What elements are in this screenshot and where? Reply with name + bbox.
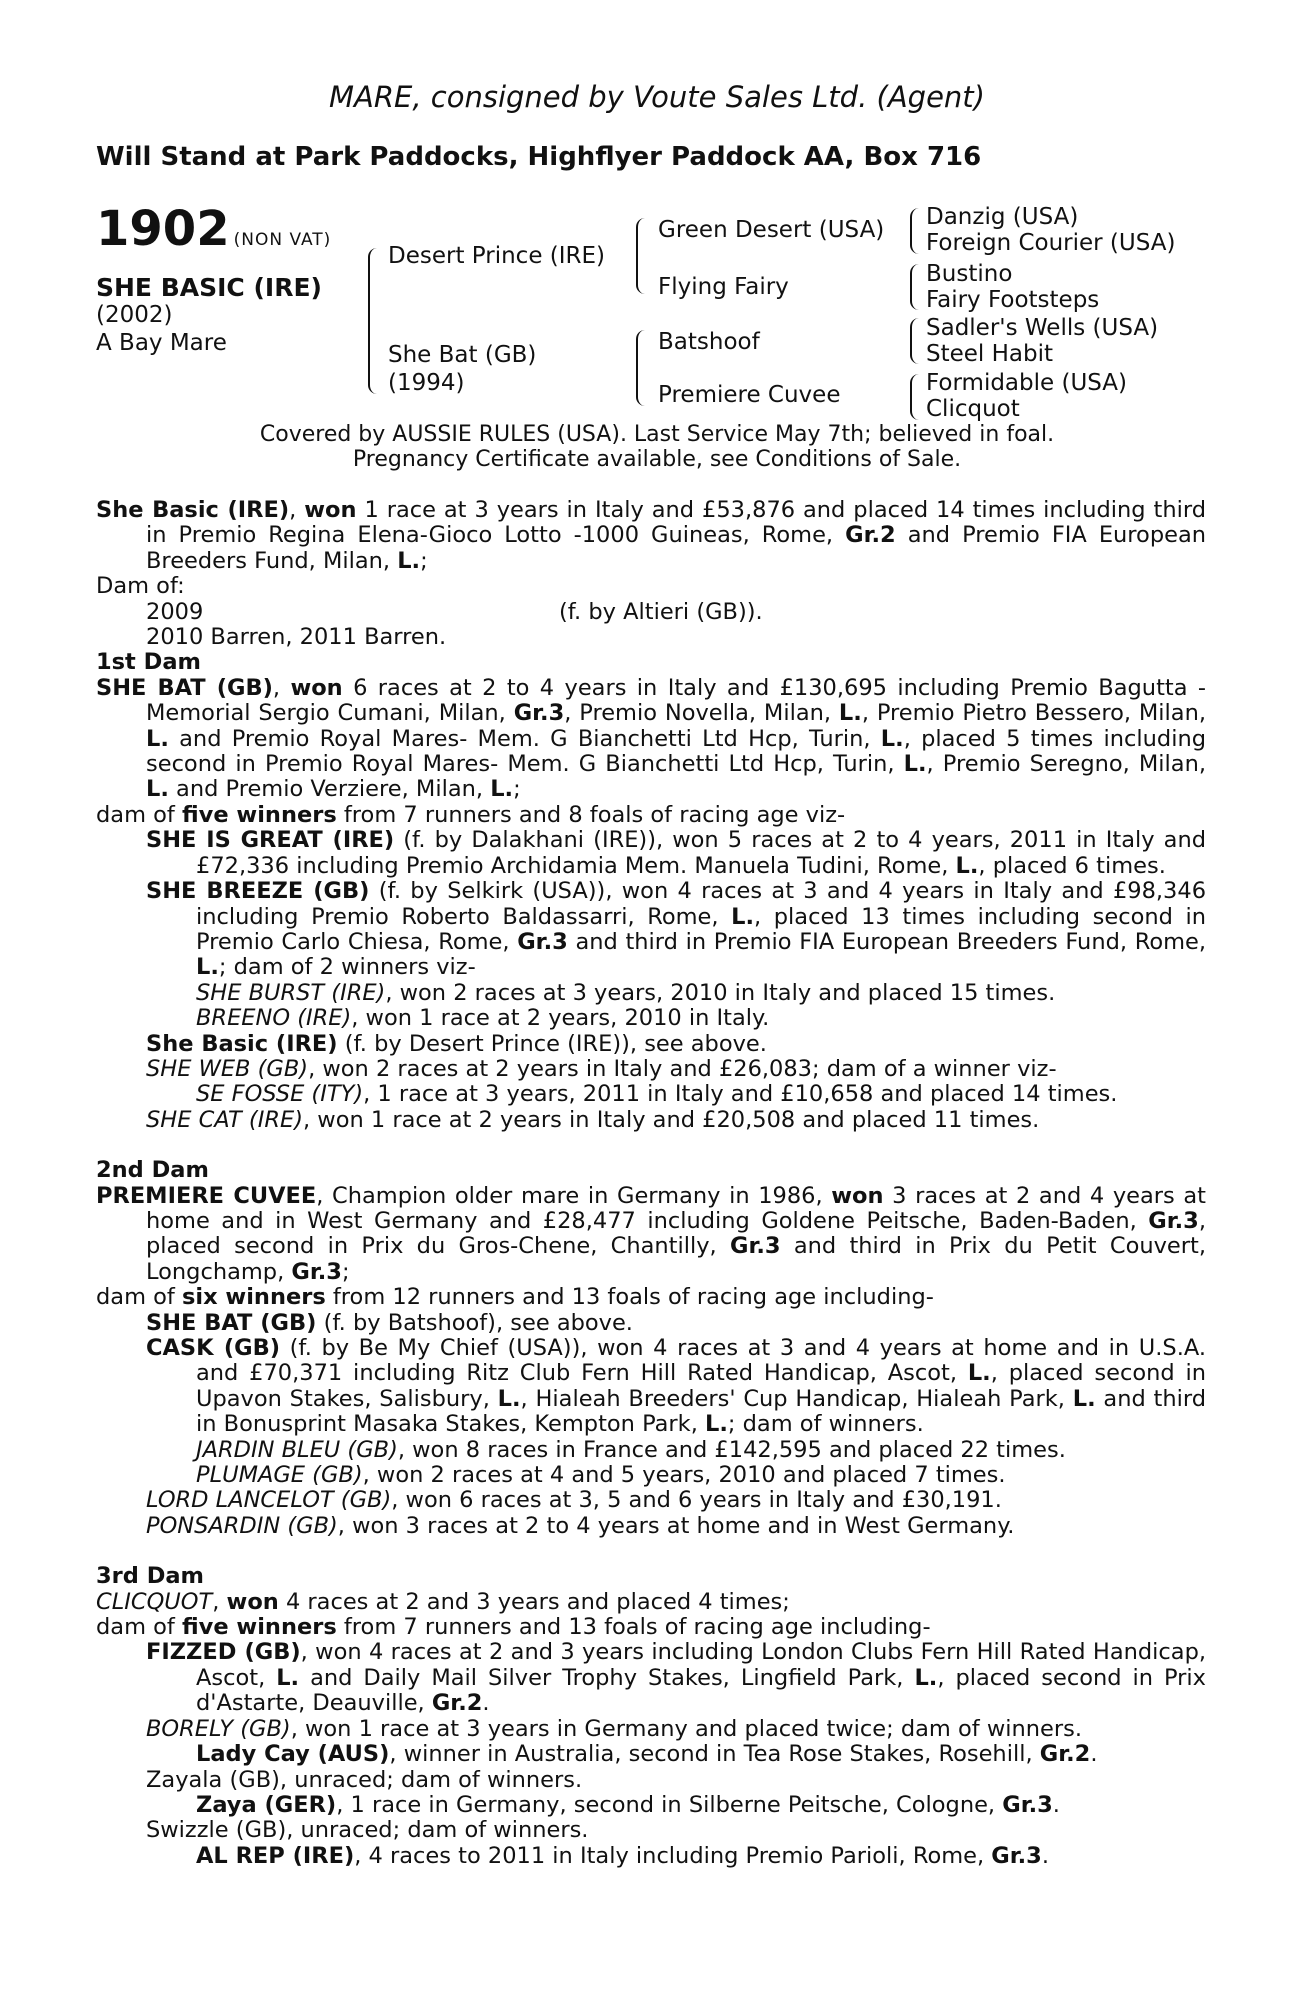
produce-subentry: JARDIN BLEU (GB), won 8 races in France and £142,595 and placed 22 times. [196, 1436, 1066, 1463]
pedigree-g5: Sadler's Wells (USA) [926, 315, 1159, 341]
pedigree-dam-sire: Batshoof [658, 329, 760, 355]
produce-entry: SHE IS GREAT (IRE) (f. by Dalakhani (IRE)), won 5 races at 2 to 4 years, 2011 in Italy and £72,336 including Premio Archidamia Mem. Manuela Tudini, Rome, L., placed 6 times. [146, 827, 1206, 879]
produce-entry: FIZZED (GB), won 4 races at 2 and 3 years including London Clubs Fern Hill Rated Handicap, Ascot, L. and Daily Mail Silver Trophy Stakes, Lingfield Park, L., placed second in Prix d'Astarte, Deauville, Gr.2. [146, 1639, 1206, 1717]
barren-years: 2010 Barren, 2011 Barren. [146, 624, 447, 651]
pedigree-dam-year: (1994) [388, 370, 465, 396]
pedigree-g1: Danzig (USA) [926, 204, 1079, 230]
pedigree-sire: Desert Prince (IRE) [388, 243, 606, 269]
covered-line: Covered by AUSSIE RULES (USA). Last Service May 7th; believed in foal. [259, 422, 1055, 447]
pedigree-bracket [636, 218, 646, 294]
horse-name: SHE BASIC (IRE) [96, 273, 322, 302]
produce-entry: Swizzle (GB), unraced; dam of winners. [146, 1817, 589, 1844]
first-dam-produce-summary: dam of five winners from 7 runners and 8 foals of racing age viz- [96, 801, 846, 828]
stand-location: Will Stand at Park Paddocks, Highflyer Paddock AA, Box 716 [96, 142, 982, 172]
lot-number-value: 1902 [96, 201, 230, 257]
third-dam-heading: 3rd Dam [96, 1563, 204, 1590]
produce-subentry: AL REP (IRE), 4 races to 2011 in Italy including Premio Parioli, Rome, Gr.3. [196, 1842, 1049, 1869]
pedigree-bracket [636, 330, 646, 406]
pedigree-g8: Clicquot [926, 396, 1020, 422]
pedigree-sire-sire: Green Desert (USA) [658, 217, 885, 243]
pedigree-bracket [910, 374, 920, 420]
first-dam-heading: 1st Dam [96, 649, 201, 676]
catalogue-body [96, 498, 1206, 1869]
pedigree-dam: She Bat (GB) [388, 342, 537, 368]
foal-2009: 2009 (f. by Altieri (GB)). [146, 598, 763, 625]
pedigree-g2: Foreign Courier (USA) [926, 230, 1176, 256]
intro-paragraph: She Basic (IRE), won 1 race at 3 years in Italy and £53,876 and placed 14 times including third in Premio Regina Elena-Gioco Lotto -1000 Guineas, Rome, Gr.2 and Premio FIA European Breeders Fund, Milan, L.; [96, 497, 1206, 574]
second-dam-paragraph: PREMIERE CUVEE, Champion older mare in Germany in 1986, won 3 races at 2 and 4 years at home and in West Germany and £28,477 including Goldene Peitsche, Baden-Baden, Gr.3, placed second in Prix du Gros-Chene, Chantilly, Gr.3 and third in Prix du Petit Couvert, Longchamp, Gr.3; [96, 1182, 1206, 1285]
horse-description: A Bay Mare [96, 330, 227, 356]
pedigree-dam-dam: Premiere Cuvee [658, 382, 841, 408]
produce-subentry: SE FOSSE (ITY), 1 race at 3 years, 2011 in Italy and £10,658 and placed 14 times. [196, 1081, 1118, 1108]
produce-subentry: PLUMAGE (GB), won 2 races at 4 and 5 years, 2010 and placed 7 times. [196, 1462, 1006, 1489]
produce-entry: BORELY (GB), won 1 race at 3 years in Germany and placed twice; dam of winners. [146, 1715, 1082, 1742]
consignor-heading: MARE, consigned by Voute Sales Ltd. (Agent) [329, 80, 985, 114]
produce-entry: CASK (GB) (f. by Be My Chief (USA)), won 4 races at 3 and 4 years at home and in U.S.A. and £70,371 including Ritz Club Fern Hill Rated Handicap, Ascot, L., placed second in Upavon Stakes, Salisbury, L., Hialeah Breeders' Cup Handicap, Hialeah Park, L. and third in Bonusprint Masaka Stakes, Kempton Park, L.; dam of winners. [146, 1335, 1207, 1438]
produce-entry: She Basic (IRE) (f. by Desert Prince (IRE)), see above. [146, 1030, 767, 1057]
dam-of-label: Dam of: [96, 573, 185, 600]
pedigree-sire-dam: Flying Fairy [658, 274, 789, 300]
second-dam-heading: 2nd Dam [96, 1157, 209, 1184]
pedigree-g3: Bustino [926, 261, 1013, 287]
pedigree-g4: Fairy Footsteps [926, 287, 1100, 313]
pedigree-bracket [910, 264, 920, 310]
produce-entry: SHE WEB (GB), won 2 races at 2 years in Italy and £26,083; dam of a winner viz- [146, 1055, 1057, 1082]
vat-status: (NON VAT) [233, 230, 332, 250]
produce-entry: SHE BAT (GB) (f. by Batshoof), see above. [146, 1309, 633, 1336]
pedigree-g7: Formidable (USA) [926, 370, 1128, 396]
produce-entry: PONSARDIN (GB), won 3 races at 2 to 4 years at home and in West Germany. [146, 1512, 1015, 1539]
produce-entry: Zayala (GB), unraced; dam of winners. [146, 1766, 583, 1793]
produce-entry: SHE CAT (IRE), won 1 race at 2 years in Italy and £20,508 and placed 11 times. [146, 1106, 1040, 1133]
produce-subentry: Zaya (GER), 1 race in Germany, second in Silberne Peitsche, Cologne, Gr.3. [196, 1791, 1060, 1818]
produce-entry: SHE BREEZE (GB) (f. by Selkirk (USA)), won 4 races at 3 and 4 years in Italy and £98,346 including Premio Roberto Baldassarri, Rome, L., placed 13 times including second in Premio Carlo Chiesa, Rome, Gr.3 and third in Premio FIA European Breeders Fund, Rome, L.; dam of 2 winners viz- [146, 878, 1207, 981]
second-dam-produce-summary: dam of six winners from 12 runners and 13 foals of racing age including- [96, 1284, 934, 1311]
produce-subentry: BREENO (IRE), won 1 race at 2 years, 2010 in Italy. [196, 1005, 770, 1032]
pedigree-bracket [910, 208, 920, 254]
horse-year: (2002) [96, 302, 173, 328]
pedigree-bracket [910, 318, 920, 364]
third-dam-produce-summary: dam of five winners from 7 runners and 13 foals of racing age including- [96, 1614, 931, 1641]
pedigree-bracket [368, 248, 378, 394]
lot-number [96, 201, 332, 257]
first-dam-paragraph: SHE BAT (GB), won 6 races at 2 to 4 years in Italy and £130,695 including Premio Bagutta - Memorial Sergio Cumani, Milan, Gr.3, Premio Novella, Milan, L., Premio Pietro Bessero, Milan, L. and Premio Royal Mares- Mem. G Bianchetti Ltd Hcp, Turin, L., placed 5 times including second in Premio Royal Mares- Mem. G Bianchetti Ltd Hcp, Turin, L., Premio Seregno, Milan, L. and Premio Verziere, Milan, L.; [96, 674, 1207, 803]
produce-subentry: Lady Cay (AUS), winner in Australia, second in Tea Rose Stakes, Rosehill, Gr.2. [196, 1741, 1098, 1768]
produce-subentry: SHE BURST (IRE), won 2 races at 3 years, 2010 in Italy and placed 15 times. [196, 979, 1056, 1006]
pedigree-g6: Steel Habit [926, 341, 1054, 367]
third-dam-paragraph: CLICQUOT, won 4 races at 2 and 3 years and placed 4 times; [96, 1588, 790, 1615]
produce-entry: LORD LANCELOT (GB), won 6 races at 3, 5 and 6 years in Italy and £30,191. [146, 1487, 1002, 1514]
pregnancy-line: Pregnancy Certificate available, see Conditions of Sale. [352, 447, 962, 472]
